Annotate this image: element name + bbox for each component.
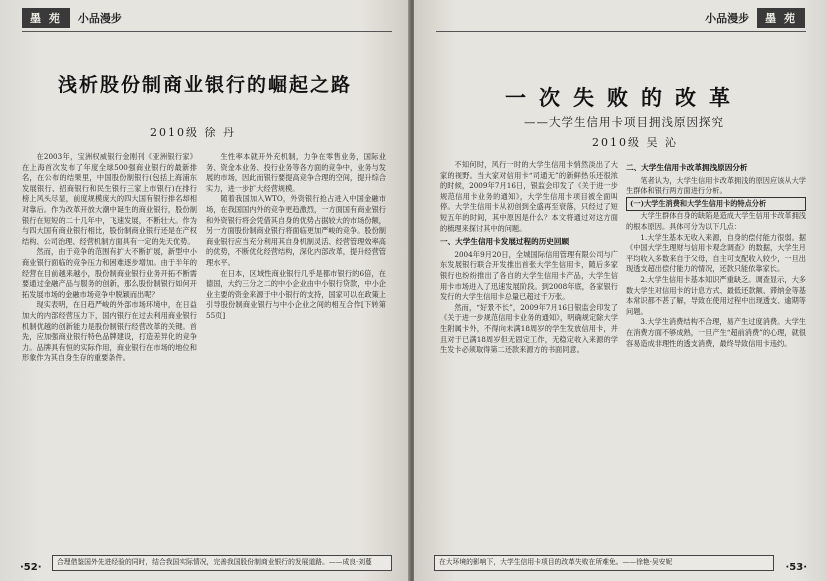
right-article-subtitle: ——大学生信用卡项目拥浅原因探究	[524, 115, 724, 129]
right-col1-para: 然而，“好景不长”，2009年7月16日银监会印发了《关于进一步规范信用卡业务的通知》，明确规定除大学生附属卡外，不得向未满18周岁的学生发放信用卡，并且对于已满18周岁但无固定工作，无稳定收入来源的学生发卡必须取得第二还款来源方的书面同意。	[440, 302, 618, 355]
right-col2-para: 1.大学生基本无收入来源，自身的偿付能力很弱。据《中国大学生理财与信用卡观念调查》的数据，大学生月平均收入多数来自于父母，自主可支配收入较少，一旦出现透支超出偿付能力的情况，还款只能依靠家长。	[626, 232, 806, 274]
right-section-dark-label: 墨 苑	[757, 8, 805, 28]
right-article-title: 一次失败的改革	[505, 86, 743, 110]
left-col2-para: 在日本，区域性商业银行几乎是都市银行的6倍，在德国，大约三分之二的中小企业由中小银行贷款，中小企业主要的资金来源于中小银行的支持，国家可以在政策上引导股份制商业银行与中小企业之间的相互合作[下转第55页]	[206, 268, 386, 320]
left-col1-para: 现实表明，在日趋严峻的外部市场环境中，在日益加大的内部经营压力下，国内银行在过去利用商业银行机制优越的创新能力是股份制银行经营改革的关键。首先，应加强商业银行特色品牌建设，打造差异化的竞争力。品牌具有恒的实际作用，商业银行在市场的地位和形象作为其自身生存的重要条件。	[22, 300, 197, 363]
right-col2-subheading: (一)大学生消费和大学生信用卡的特点分析	[626, 197, 806, 212]
left-column-2	[206, 152, 386, 537]
right-section-tab	[697, 8, 805, 28]
left-article-title: 浅析股份制商业银行的崛起之路	[57, 74, 352, 96]
right-page	[414, 0, 827, 581]
right-footer-quote: 在大环境的影响下，大学生信用卡项目的改革失败在所难免。——徐艳·吴安妮	[434, 555, 774, 571]
right-col2-heading: 二、大学生信用卡改革拥浅原因分析	[626, 163, 748, 172]
right-column-2	[626, 160, 806, 537]
left-section-light-label: 小品漫步	[77, 12, 122, 25]
right-column-1	[440, 160, 618, 537]
right-col2-para: 笔者认为，大学生信用卡改革拥浅的原因应该从大学生群体和银行两方面进行分析。	[626, 175, 806, 196]
left-footer-quote: 合理借鉴国外先进经验的同时，结合我国实际情况，完善我国股份制商业银行的发展道路。——成良·刘蔓	[52, 555, 392, 571]
right-col2-para: 3.大学生消费结构不合理，易产生过度消费。大学生在消费方面不够成熟，一旦产生“超前消费”的心理，就很容易造成非理性的透支消费，最终导致信用卡违约。	[626, 317, 806, 348]
right-col1-heading: 一、大学生信用卡发展过程的历史回顾	[440, 237, 570, 247]
right-col1-para: 不知何时，风行一时的大学生信用卡悄然淡出了大家的视野。当大家对信用卡“司通无”的新鲜热乐还很浓的时候，2009年7月16日，银监会印发了《关于进一步规范信用卡业务的通知》，大学生信用卡项目被全面叫停。大学生信用卡从初创到全盛再至衰落，只经过了短短五年的时间，其中原因是什么？本文将通过对这方面的梳理来探讨其中的问题。	[440, 160, 618, 233]
left-article-author: 2010级 徐 丹	[150, 126, 236, 139]
left-col1-para: 在2003年，宝洲权威银行金刚刊《亚洲银行家》在上海首次发布了年度全球500强商业银行的最新排名，在公布的结果里，中国股份制银行(包括上海浦东发展银行、招商银行和民生银行三家上市银行)在排行榜上风头尽显，前度规模庞大的四大国有银行排名却相对靠后。作为改革开放大潮中诞生的商业银行，股份制银行在短短的二十几年中，飞速发展，不断壮大。作为与四大国有商业银行相比，股份制商业银行还是在产权结构、公司治理、经营机制方面具有一定的先天优势。	[22, 152, 197, 246]
right-article-author: 2010级 吴 沁	[592, 136, 678, 149]
left-header-rule	[22, 31, 392, 32]
left-section-tab	[22, 8, 130, 28]
left-column-1	[22, 152, 197, 537]
right-col1-para: 2004年9月20日，全城国际信用管理有限公司与广东发展银行联合开发推出首张大学生信用卡，随后多家银行也纷纷推出了各自的大学生信用卡产品，大学生信用卡市场进入了迅速发展阶段。到2008年底，各家银行发行的大学生信用卡总量已超过千万张。	[440, 249, 618, 302]
left-section-dark-label: 墨 苑	[22, 8, 70, 28]
right-col2-para: 2.大学生信用卡基本知识严重缺乏。调查显示，大多数大学生对信用卡的计息方式、最低还款额、滞纳金等基本常识都不甚了解，导致在使用过程中出现透支、逾期等问题。	[626, 274, 806, 316]
left-page	[0, 0, 410, 581]
left-page-number: ·52·	[20, 562, 42, 573]
right-header-rule	[436, 31, 806, 32]
left-col1-para: 然而，由于竞争的范围有扩大不断扩展，新型中小商业银行面临的竞争压力和困难逐步增加。由于半年的经营在目前越来越小，股份制商业银行业务开拓不断需要通过金融产品与服务的创新，那么股份制银行如何开拓发展市场的金融市场竞争中脱颖而出呢？	[22, 247, 197, 299]
right-col2-para: 大学生群体自身的缺陷是造成大学生信用卡改革拥浅的根本原因。具体可分为以下几点：	[626, 211, 806, 231]
right-page-number: ·53·	[785, 562, 807, 573]
left-col2-para: 生性率本就开外充机制，力争在零售业务，国际业务、资金本业务、投行业务等各方面的竞争中，业务与发展的市场，因此而银行要提高竞争合理的空间，提升综合实力，进一步扩大经营规模。	[206, 152, 386, 193]
left-col2-para: 随着我国加入WTO，外资银行抢占进入中国金融市场，在我国国内外的竞争更趋激烈，一方面国有商业银行和外资银行将会凭借其自身的优势占据较大的市场份额，另一方面股份制商业银行将面临更加严峻的竞争。股份制商业银行应当充分利用其自身机制灵活、经营管理效率高的优势，不断优化经营结构，深化内部改革，提升经营管理水平。	[206, 194, 386, 267]
right-section-light-label: 小品漫步	[705, 12, 750, 25]
